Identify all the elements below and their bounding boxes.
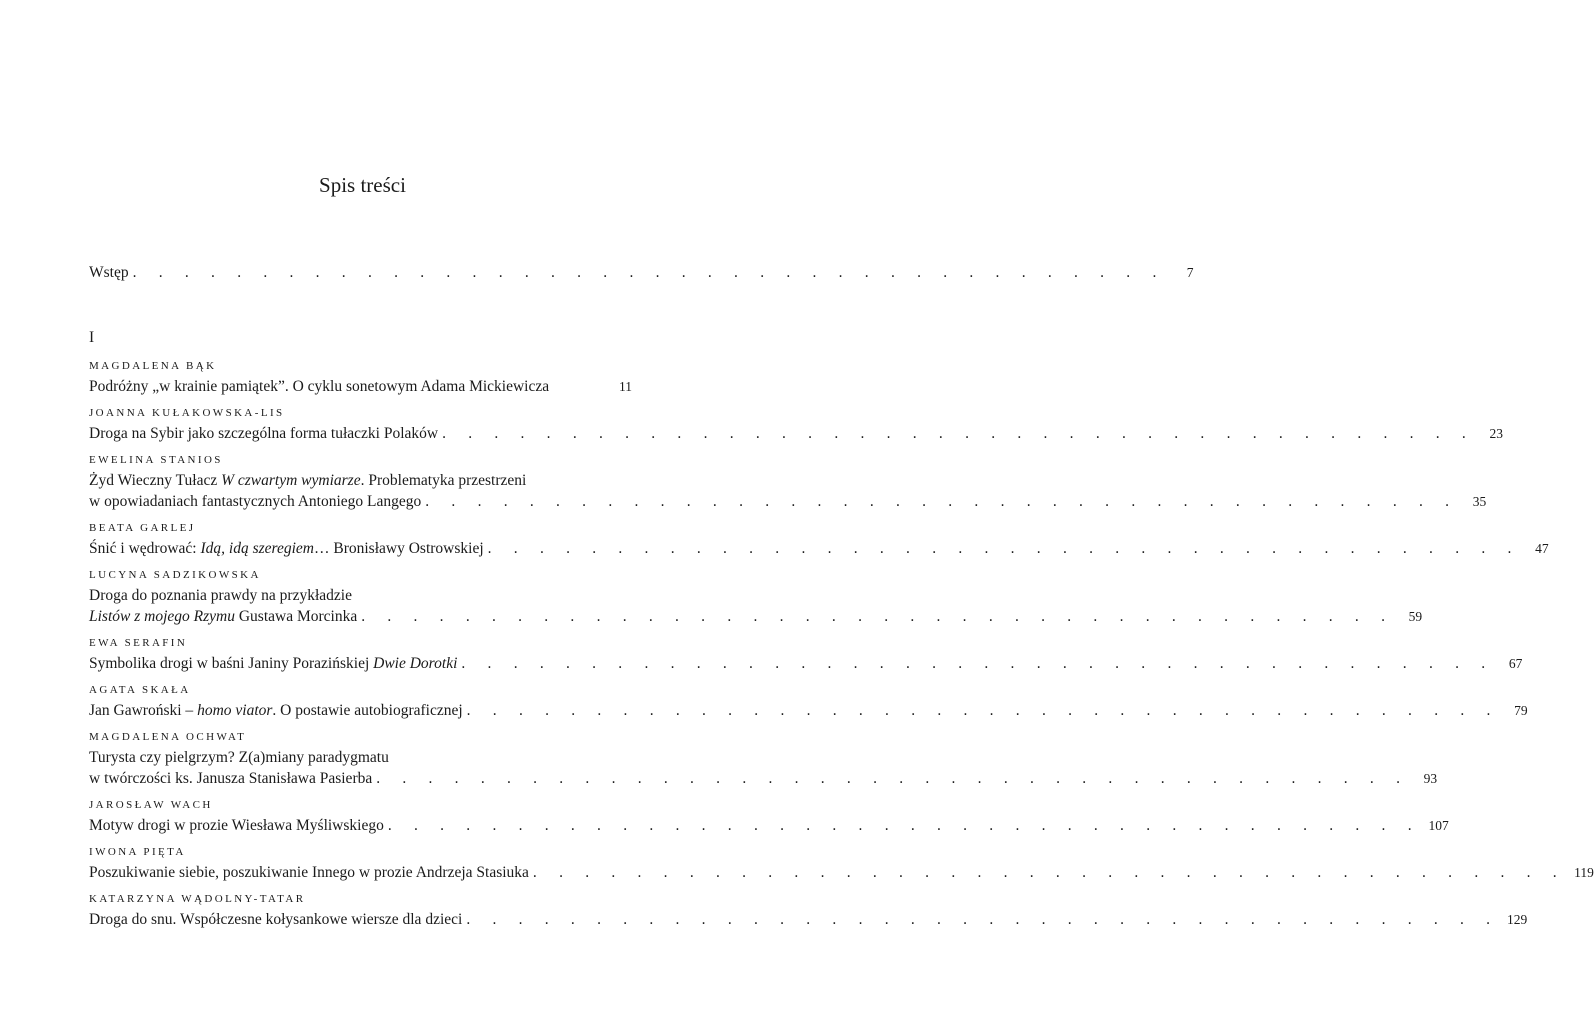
toc-entry[interactable]: [89, 845, 1594, 883]
title-text: Jan Gawroński –: [89, 702, 198, 719]
entry-title-line: [89, 747, 632, 768]
intro-label: Wstęp: [89, 264, 129, 281]
entry-title: [89, 909, 462, 930]
entry-author: AGATA SKAŁA: [89, 684, 191, 696]
section-number: I: [89, 329, 95, 346]
entry-title: [89, 862, 529, 883]
toc-entry[interactable]: [89, 453, 1487, 512]
entry-author: MAGDALENA OCHWAT: [89, 731, 247, 743]
entry-page-number: 107: [1428, 818, 1449, 833]
dot-leader: . . . . . . . . . . . . . . . . . . . . . . . . . . . . . . . . . . . . . . . .: [132, 264, 1166, 281]
title-italic-text: Idą, idą szeregiem: [200, 540, 314, 557]
entry-title: [89, 700, 463, 721]
entry-title-last-line: [89, 491, 1487, 512]
title-text: Śnić i wędrować:: [89, 540, 201, 557]
entry-page-number: 35: [1472, 494, 1487, 509]
dot-leader: . . . . . . . . . . . . . . . . . . . . . . . . . . . . . . . . . . . . . . . .: [466, 911, 1500, 928]
title-text: Poszukiwanie siebie, poszukiwanie Innego w prozie Andrzeja Stasiuka: [89, 864, 529, 881]
entry-title: [89, 423, 438, 444]
dot-leader: . . . . . . . . . . . . . . . . . . . . . . . . . . . . . . . . . . . . . . . .: [387, 817, 1421, 834]
entry-title-last-line: [89, 606, 1423, 627]
toc-entry[interactable]: [89, 683, 1528, 721]
entry-title: [89, 538, 484, 559]
entry-page-number: 59: [1408, 609, 1423, 624]
toc-entry[interactable]: [89, 568, 1423, 627]
entry-page-number: 23: [1489, 426, 1504, 441]
entry-author: EWA SERAFIN: [89, 637, 188, 649]
title-text: Żyd Wieczny Tułacz: [89, 472, 222, 489]
title-italic-text: homo viator: [197, 702, 273, 719]
entry-title: [89, 653, 457, 674]
dot-leader: . . . . . . . . . . . . . . . . . . . . . . . . . . . . . . . . . . . . . . . .: [361, 608, 1395, 625]
dot-leader: . . . . . . . . . . . . . . . . . . . . . . . . . . . . . . . . . . . . . . . .: [461, 655, 1495, 672]
entry-title: [89, 491, 421, 512]
dot-leader: . . . . . . . . . . . . . . . . . . . . . . . . . . . . . . . . . . . . . . . .: [487, 540, 1521, 557]
entry-page-number: 129: [1507, 912, 1528, 927]
title-text: Motyw drogi w prozie Wiesława Myśliwskiego: [89, 817, 384, 834]
dot-leader: . . . . . . . . . . . . . . . . . . . . . . . . . . . . . . . . . . . . . . . .: [532, 864, 1566, 881]
title-italic-text: Dwie Dorotki: [373, 655, 458, 672]
title-text: Symbolika drogi w baśni Janiny Porazińskiej: [89, 655, 374, 672]
entry-title: [89, 606, 357, 627]
entry-title-last-line: [89, 768, 1438, 789]
dot-leader: . . . . . . . . . . . . . . . . . . . . . . . . . . . . . . . . . . . . . . . .: [376, 770, 1410, 787]
title-text: … Bronisławy Ostrowskiej: [314, 540, 484, 557]
entry-title-last-line: [89, 376, 632, 397]
title-text: . Problematyka przestrzeni: [360, 472, 527, 489]
entry-page-number: 47: [1535, 541, 1549, 556]
entry-title-line: [89, 470, 632, 491]
title-text: Gustawa Morcinka: [234, 608, 358, 625]
entry-author: LUCYNA SADZIKOWSKA: [89, 569, 261, 581]
toc-intro-entry[interactable]: [89, 262, 1194, 292]
title-text: Droga na Sybir jako szczególna forma tułaczki Polaków: [89, 425, 439, 442]
title-text: Droga do snu. Współczesne kołysankowe wiersze dla dzieci: [89, 911, 463, 928]
entry-author: KATARZYNA WĄDOLNY-TATAR: [89, 893, 306, 905]
title-text: Podróżny „w krainie pamiątek”. O cyklu sonetowym Adama Mickiewicza: [89, 378, 550, 395]
dot-leader: . . . . . . . . . . . . . . . . . . . . . . . . . . . . . . . . . . . . . . . .: [425, 493, 1459, 510]
entry-title-last-line: [89, 862, 1594, 883]
toc-entries: [89, 359, 1594, 930]
entry-page-number: 93: [1423, 771, 1438, 786]
table-of-contents: [89, 262, 1594, 939]
entry-page-number: 79: [1514, 703, 1528, 718]
title-text: w twórczości ks. Janusza Stanisława Pasierba: [89, 770, 373, 787]
title-text: Turysta czy pielgrzym? Z(a)miany paradygmatu: [89, 749, 389, 766]
entry-author: JAROSŁAW WACH: [89, 799, 213, 811]
dot-leader: . . . . . . . . . . . . . . . . . . . . . . . . . . . . . . . . . . . . . . . .: [466, 702, 1500, 719]
entry-page-number: 67: [1508, 656, 1523, 671]
entry-author: MAGDALENA BĄK: [89, 360, 217, 372]
entry-title-last-line: [89, 423, 1504, 444]
entry-page-number: 11: [619, 379, 632, 394]
entry-title: [89, 815, 384, 836]
page-title: Spis treści: [319, 173, 406, 197]
entry-title-last-line: [89, 909, 1528, 930]
entry-title-line: [89, 585, 632, 606]
toc-entry[interactable]: [89, 730, 1438, 789]
entry-page-number: 119: [1574, 865, 1594, 880]
entry-title-last-line: [89, 653, 1523, 674]
entry-title: [89, 768, 372, 789]
entry-title-last-line: [89, 538, 1549, 559]
title-text: Droga do poznania prawdy na przykładzie: [89, 587, 352, 604]
toc-entry[interactable]: [89, 406, 1504, 444]
entry-title: [89, 376, 549, 397]
entry-title-last-line: [89, 700, 1528, 721]
toc-entry[interactable]: [89, 798, 1449, 836]
title-text: w opowiadaniach fantastycznych Antoniego Langego: [89, 493, 422, 510]
entry-author: BEATA GARLEJ: [89, 522, 196, 534]
entry-author: JOANNA KUŁAKOWSKA-LIS: [89, 407, 285, 419]
title-text: . O postawie autobiograficznej: [272, 702, 463, 719]
toc-entry[interactable]: [89, 359, 632, 397]
entry-title-last-line: [89, 815, 1449, 836]
toc-entry[interactable]: [89, 521, 1549, 559]
dot-leader: . . . . . . . . . . . . . . . . . . . . . . . . . . . . . . . . . . . . . . . .: [442, 425, 1476, 442]
intro-page-number: 7: [1186, 265, 1194, 280]
title-italic-text: Listów z mojego Rzymu: [89, 608, 235, 625]
entry-author: IWONA PIĘTA: [89, 846, 186, 858]
toc-entry[interactable]: [89, 636, 1523, 674]
title-italic-text: W czwartym wymiarze: [221, 472, 361, 489]
entry-author: EWELINA STANIOS: [89, 454, 223, 466]
toc-entry[interactable]: [89, 892, 1528, 930]
